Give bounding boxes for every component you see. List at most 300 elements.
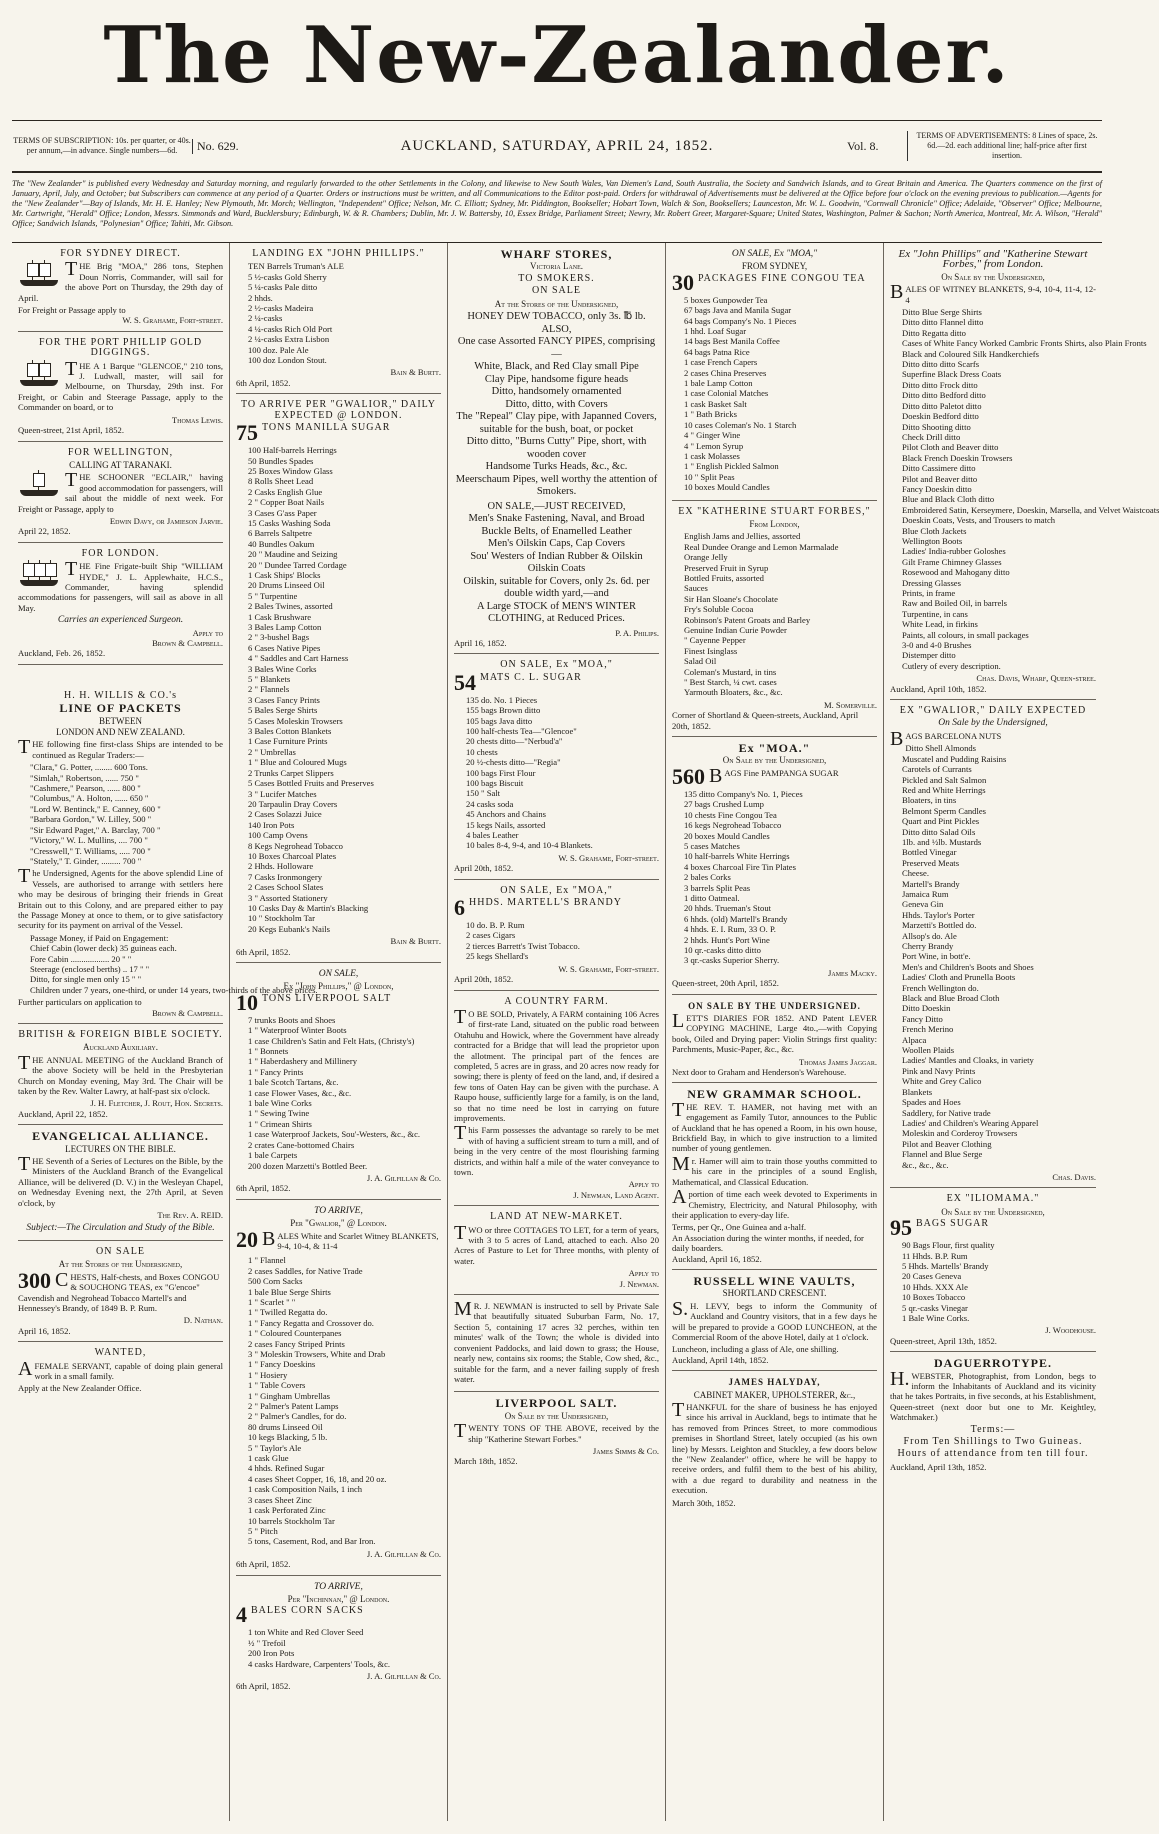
list-item: TEN Barrels Truman's ALE (248, 261, 344, 272)
ad-lead: BALES CORN SACKS (251, 1605, 364, 1617)
list-item: 20 Tarpaulin Dray Covers (248, 798, 338, 809)
list-item: Orange Jelly (684, 552, 728, 563)
list-item: 10 chests Fine Congou Tea (684, 809, 777, 820)
list-item: Jamaica Rum (902, 888, 949, 899)
ad-lead: TONS LIVERPOOL SALT (262, 992, 392, 1004)
list-item: Pilot and Beaver ditto (902, 473, 978, 484)
list-item: 1 " Coloured Counterpanes (248, 1328, 342, 1339)
list-item: Ditto, for single men only 15 " " (30, 974, 142, 985)
ad-london-goods (890, 243, 1159, 700)
list-item: 10 Casks Day & Martin's Blacking (248, 902, 369, 913)
ad-heading: FOR THE PORT PHILLIP GOLD DIGGINGS. (38, 336, 203, 359)
list-item: Sou' Westers of Indian Rubber & Oilskin (470, 550, 643, 562)
ad-subheading: On Sale by the Undersigned, (941, 271, 1045, 282)
list-item: Belmont Sperm Candles (902, 805, 987, 816)
list-item: Black French Doeskin Trowsers (902, 452, 1013, 463)
column-4 (666, 243, 884, 1821)
list-item: 100 bags Biscuit (466, 778, 524, 788)
ad-apply: Apply at the New Zealander Office. (18, 1383, 142, 1394)
list-item: 10 kegs Blacking, 5 lb. (248, 1432, 328, 1443)
ad-signature: Thomas James Jaggar. (798, 1056, 877, 1067)
list-item: Check Drill ditto (902, 431, 961, 442)
ad-heading: Ex "MOA." (738, 741, 811, 756)
list-item: Port Wine, in bott'e. (902, 951, 971, 962)
list-item: 200 Iron Pots (248, 1648, 295, 1659)
list-item: Paints, all colours, in small packages (902, 629, 1029, 640)
list-item: 20 Cases Geneva (902, 1271, 962, 1282)
list-item: Rosewood and Mahogany ditto (902, 567, 1010, 578)
list-item: 4 ¼-casks Rich Old Port (248, 323, 333, 334)
ad-heading: TO ARRIVE PER "GWALIOR," DAILY EXPECTED @ LONDON. (240, 399, 437, 421)
ad-subject: Subject:—The Circulation and Study of the Bible. (26, 1222, 215, 1233)
list-item: Preserved Fruit in Syrup (684, 562, 769, 573)
item-list (236, 1255, 441, 1546)
ad-date: Queen-street, 21st April, 1852. (18, 425, 124, 436)
ad-next-door: Next door to Graham and Henderson's Warehouse. (672, 1067, 847, 1078)
ad-date: Auckland, Feb. 26, 1852. (18, 648, 106, 659)
list-item: 20 " Dundee Tarred Cordage (248, 559, 347, 570)
ad-new-market (454, 1206, 659, 1295)
list-item: 1 Cask Ships' Blocks (248, 569, 321, 580)
list-item: Oilskin Coats (527, 563, 586, 575)
list-item: Pilot and Beaver Clothing (902, 1138, 992, 1149)
list-item: English Jams and Jellies, assorted (684, 531, 801, 542)
ad-gwalior-goods (890, 700, 1096, 1188)
list-item: 2 " 3-bushel Bags (248, 632, 310, 643)
ad-signature: J. A. Gilfillan & Co. (366, 1548, 441, 1559)
ad-body-2: The Undersigned, Agents for the above splendid Line of Vessels, are authorised to arrange with settlers here who may be desirous of bringing their friends in Great Britain out to this Colony, and are prepared either to pay the Passage Money at once to them, or to give satisfactory security for its payment on arrival of the Vessel. (18, 865, 223, 931)
list-item: Raw and Boiled Oil, in barrels (902, 598, 1008, 609)
item-list-2 (454, 501, 659, 626)
ad-subheading: Per "Inchinnan," @ London. (287, 1593, 390, 1604)
ad-wine-vaults (672, 1270, 877, 1371)
list-item: Fancy Doeskin ditto (902, 483, 972, 494)
ad-moa-brandy (454, 880, 659, 991)
list-item: Ladies' India-rubber Goloshes (902, 546, 1006, 557)
ad-heading: ON SALE, (318, 969, 359, 979)
ad-date: Auckland, April 22, 1852. (18, 1108, 108, 1119)
list-item: 3 Cases Fancy Prints (248, 694, 320, 705)
list-item: 1 " Fancy Doeskins (248, 1359, 316, 1370)
list-item: Passage Money, if Paid on Engagement: (30, 932, 169, 943)
ad-heading: LAND AT NEW-MARKET. (490, 1211, 623, 1223)
list-item: 5 " Pitch (248, 1525, 278, 1536)
item-list (236, 445, 441, 934)
ad-apply: Apply to (192, 627, 223, 638)
list-item: Clay Pipe, handsome figure heads (484, 373, 629, 385)
list-item: 5 ½-casks Gold Sherry (248, 271, 327, 282)
ad-body-2: Mr. Hamer will aim to train those youths committed to his care in the principles of a sound English, Mathematical, and Classical Education. (672, 1152, 877, 1187)
list-item: " Cayenne Pepper (684, 635, 746, 646)
ship-icon (18, 361, 60, 389)
list-item: 135 ditto Company's No. 1, Pieces (684, 788, 803, 799)
list-item: Ladies' and Children's Wearing Apparel (902, 1117, 1039, 1128)
ad-body: THE A 1 Barque "GLENCOE," 210 tons, J. Ludwall, master, will sail for Melbourne, on Thursday, 29th inst. For Freight, or Cabin and Steerage Passage, apply to the Commander on board, or to (18, 357, 223, 413)
ad-signature: J. H. Fletcher, J. Rout, Hon. Secrets. (90, 1098, 223, 1109)
ad-further: Further particulars on application to (18, 997, 142, 1008)
list-item: 1 bale Lamp Cotton (684, 378, 753, 389)
ad-lead: BALES White and Scarlet Witney BLANKETS, 9-4, 10-4, & 11-4 (262, 1227, 439, 1251)
ad-date: 6th April, 1852. (236, 377, 291, 388)
list-item: Sauces (684, 583, 708, 594)
list-item: ALSO, (541, 323, 572, 335)
list-item: ON SALE,—JUST RECEIVED, (487, 500, 626, 512)
ad-daguerreotype (890, 1352, 1096, 1477)
ad-subheading: On Sale by the Undersigned, (941, 1206, 1045, 1217)
list-item: Pilot Cloth and Beaver ditto (902, 442, 999, 453)
list-item: Ditto Blue Serge Shirts (902, 307, 982, 318)
list-item: 2 Cases School Slates (248, 882, 324, 893)
list-item: 4 hhds. E. I. Rum, 33 O. P. (684, 924, 776, 935)
list-item: 1 " Twilled Regatta do. (248, 1307, 328, 1318)
ad-body: THE following fine first-class Ships are intended to be continued as Regular Traders:— (18, 736, 223, 760)
ad-subheading: CABINET MAKER, UPHOLSTERER, &c., (693, 1389, 856, 1400)
list-item: Cheese. (902, 868, 929, 879)
ad-body: TWO or three COTTAGES TO LET, for a term of years, with 3 to 5 acres of Land, attached to each. Also 20 Acres of Pasture to Let for Three months, with plenty of water. (454, 1221, 659, 1266)
columns (12, 243, 1159, 1821)
ad-quantity: 4 (236, 1602, 247, 1628)
list-item: 4 casks Hardware, Carpenters' Tools, &c. (248, 1658, 391, 1669)
list-item: 2 " Flannels (248, 684, 290, 695)
item-list (890, 1240, 1096, 1323)
ad-smokers: TO SMOKERS. (518, 272, 595, 284)
list-item: 10 qr.-casks ditto ditto (684, 944, 761, 955)
list-item: 1 " Flannel (248, 1255, 286, 1266)
ad-signature: J. A. Gilfillan & Co. (366, 1172, 441, 1183)
ad-date: 6th April, 1852. (236, 946, 291, 957)
list-item: 2 Bales Twines, assorted (248, 601, 333, 612)
ad-subheading: SHORTLAND CRESCENT. (722, 1288, 827, 1299)
list-item: 20 Kegs Eubank's Nails (248, 923, 330, 934)
ad-gwalior (236, 394, 441, 963)
ad-letts-diaries (672, 995, 877, 1084)
list-item: &c., &c., &c. (902, 1159, 949, 1170)
ad-lead: BAGS Fine PAMPANGA SUGAR (709, 764, 839, 787)
ad-apply: Apply to (628, 1179, 659, 1190)
list-item: Ladies' Mantles and Cloaks, in variety (902, 1055, 1034, 1066)
list-item: Woollen Plaids (902, 1045, 955, 1056)
list-item: French Merino (902, 1024, 954, 1035)
ad-katherine (672, 501, 877, 738)
list-item: Allsop's do. Ale (902, 930, 957, 941)
list-item: Martell's Brandy (902, 878, 960, 889)
list-item: 1 case Waterproof Jackets, Sou'-Westers, &c., &c. (248, 1129, 421, 1140)
list-item: 1 " Blue and Coloured Mugs (248, 757, 347, 768)
ad-signature: P. A. Philips. (615, 627, 659, 638)
list-item: 100 half-chests Tea—"Glencoe" (466, 725, 577, 736)
list-item: White, Black, and Red Clay small Pipe (474, 361, 639, 373)
list-item: Handsome Turks Heads, &c., &c. (485, 461, 628, 473)
list-item: 4 " Ginger Wine (684, 430, 741, 441)
list-item: 100 doz London Stout. (248, 355, 327, 366)
list-item: 5 " Taylor's Ale (248, 1442, 302, 1453)
ad-subheading: FROM SYDNEY, (741, 261, 808, 272)
ad-heading: WANTED, (94, 1347, 147, 1359)
ad-body: CHESTS, Half-chests, and Boxes CONGOU & SOUCHONG TEAS, ex "G'encoe" Cavendish and Negrohead Tobacco Martell's and Hennessey's Brandy, of 1849 B. P. Rum. (18, 1268, 220, 1313)
ad-signature: J. A. Gilfillan & Co. (366, 1670, 441, 1681)
ad-date: March 18th, 1852. (454, 1456, 518, 1467)
list-item: 5 Hhds. Martells' Brandy (902, 1260, 989, 1271)
list-item: "Sir Edward Paget," A. Barclay, 700 " (30, 824, 161, 835)
list-item: 10 do. B. P. Rum (466, 920, 525, 931)
list-item: Ditto Cassimere ditto (902, 463, 976, 474)
list-item: The "Repeal" Clay pipe, with Japanned Covers, suitable for the bush, boat, or pocket (456, 411, 657, 435)
list-item: Preserved Meats (902, 857, 960, 868)
list-item: 10 Hhds. XXX Ale (902, 1281, 968, 1292)
list-item: 5 boxes Gunpowder Tea (684, 294, 768, 305)
list-item: 5 cases Matches (684, 840, 740, 851)
ad-signature: Chas. Davis, Wharf, Queen-stree. (976, 673, 1096, 684)
ad-subheading: Per "Gwalior," @ London. (290, 1218, 387, 1229)
ad-signature: Bain & Burtt. (390, 936, 441, 947)
list-item: 1 bale Wine Corks (248, 1098, 312, 1109)
list-item: 6 hhds. (old) Martell's Brandy (684, 913, 788, 924)
ad-wellington (18, 442, 223, 543)
list-item: 3 " Lucifer Matches (248, 788, 317, 799)
ad-subheading-2: BETWEEN (99, 715, 142, 726)
list-item: French Wellington do. (902, 982, 979, 993)
list-item: 2 ¼-casks Extra Lisbon (248, 334, 330, 345)
ad-quantity: 6 (454, 895, 465, 921)
ad-moa-pampanga (672, 737, 877, 995)
ad-date: Auckland, April 13th, 1852. (890, 1461, 987, 1472)
item-list (454, 311, 659, 499)
list-item: 4 cases Sheet Copper, 16, 18, and 20 oz. (248, 1473, 387, 1484)
dateline (12, 121, 1102, 173)
ad-subheading: Victoria Lane. (529, 261, 584, 272)
list-item: "Victory," W. L. Mullins, .... 700 " (30, 835, 148, 846)
list-item: "Stately," T. Ginder, ......... 700 " (30, 855, 142, 866)
list-item: Ditto Shell Almonds (905, 743, 977, 754)
item-list (672, 295, 877, 493)
list-item: Coleman's Mustard, in tins (684, 666, 777, 677)
list-item: 8 Kegs Negrohead Tobacco (248, 840, 343, 851)
list-item: Fore Cabin .................. 20 " " (30, 953, 132, 964)
ad-heading: EX "ILIOMAMA." (946, 1193, 1040, 1205)
ad-heading: A COUNTRY FARM. (504, 995, 609, 1007)
ad-subheading: On Sale by the Undersigned, (504, 1410, 609, 1421)
ad-heading: Ex "John Phillips" and "Katherine Stewart Forbes," from London. (898, 248, 1088, 271)
list-item: 1 " Gingham Umbrellas (248, 1390, 331, 1401)
list-item: 1 " Haberdashery and Millinery (248, 1056, 357, 1067)
list-item: Sir Han Sloane's Chocolate (684, 593, 778, 604)
ad-date: Auckland, April 10th, 1852. (890, 683, 987, 694)
ship-icon (18, 471, 60, 499)
ad-heading: JAMES HALYDAY, (728, 1377, 821, 1388)
list-item: Black and Blue Broad Cloth (902, 993, 1000, 1004)
ad-body: MR. J. NEWMAN is instructed to sell by Private Sale that beautifully situated Suburban Farm, No. 17, Section 5, containing 17 acres 32 perches, within ten minutes' walk of the Town; the whole is divided into convenient Paddocks, and laid down to grass; the House, nearly new, contains six rooms; the Stable, Cow shed, &c., suitable for the farm, and a never failing supply of fresh water. (454, 1298, 659, 1384)
ad-signature: Chas. Davis. (1052, 1171, 1096, 1182)
list-item: 6 Cases Native Pipes (248, 642, 321, 653)
ad-date: April 16, 1852. (454, 637, 507, 648)
ad-heading: ON SALE, Ex "MOA," (731, 249, 818, 259)
list-item: 1 " Bath Bricks (684, 409, 737, 420)
ad-body: THE ANNUAL MEETING of the Auckland Branch of the above Society will be held in the Presbyterian Church on Monday evening, May 3rd. The Chair will be taken by the Rev. Walter Lawry, at half-past six o'clock. (18, 1051, 223, 1097)
list-item: Bottled Fruits, assorted (684, 572, 764, 583)
list-item: 27 bags Crushed Lump (684, 799, 764, 810)
ad-note: Carries an experienced Surgeon. (57, 615, 184, 626)
ad-signature: James Simms & Co. (592, 1445, 659, 1456)
list-item: 3-0 and 4-0 Brushes (902, 640, 972, 651)
column-3 (448, 243, 666, 1821)
list-item: 25 Boxes Window Glass (248, 465, 333, 476)
list-item: 5 Cases Bottled Fruits and Preserves (248, 778, 374, 789)
list-item: Gilt Frame Chimney Glasses (902, 556, 1002, 567)
ad-quantity: 300 (18, 1267, 51, 1293)
list-item: 2 cases Fancy Striped Prints (248, 1338, 345, 1349)
list-item: Salad Oil (684, 656, 717, 667)
list-item: 1 " Waterproof Winter Boots (248, 1025, 347, 1036)
ad-sydney (18, 243, 223, 332)
ad-body: AFEMALE SERVANT, capable of doing plain general work in a small family. (18, 1357, 223, 1381)
item-list (890, 743, 1096, 1170)
ad-wharf-stores (454, 243, 659, 654)
ad-freight: For Freight or Passage apply to (18, 305, 126, 316)
list-item: Saddlery, for Native trade (902, 1107, 991, 1118)
list-item: 2 cases Cigars (466, 930, 516, 941)
list-item: 1 " Sewing Twine (248, 1108, 310, 1119)
ad-body-2: Luncheon, including a glass of Ale, one shilling. (672, 1344, 839, 1355)
item-list (672, 531, 877, 698)
list-item: Black and Coloured Silk Handkerchiefs (902, 348, 1039, 359)
list-item: 6 Barrels Saltpetre (248, 528, 312, 539)
list-item: 1 Case Furniture Prints (248, 736, 328, 747)
list-item: 5 " Turpentine (248, 590, 298, 601)
list-item: 10 half-barrels White Herrings (684, 851, 790, 862)
ship-icon (18, 261, 60, 289)
ad-heading: FOR WELLINGTON, (67, 446, 174, 458)
list-item: 64 bags Patna Rice (684, 346, 750, 357)
ad-heading: DAGUERROTYPE. (933, 1356, 1052, 1371)
ad-terms: Terms:— (970, 1423, 1016, 1435)
ad-heading: NEW GRAMMAR SCHOOL. (687, 1087, 862, 1102)
list-item: 1 case Flower Vases, &c., &c. (248, 1087, 352, 1098)
ad-country-farm (454, 991, 659, 1207)
list-item: 1 " Fancy Prints (248, 1066, 304, 1077)
list-item: 5 " Blankets (248, 674, 291, 685)
list-item: 4 boxes Charcoal Fire Tin Plates (684, 861, 796, 872)
item-list (236, 1627, 441, 1669)
ad-lead: BALES OF WITNEY BLANKETS, 9-4, 10-4, 11-4, 12-4 (890, 281, 1096, 305)
ad-date: 6th April, 1852. (236, 1559, 291, 1570)
list-item: Ladies' Cloth and Prunella Boots (902, 972, 1016, 983)
list-item: Men's Oilskin Caps, Cap Covers (488, 538, 625, 550)
list-item: "Barbara Gordon," W. Lilley, 500 " (30, 814, 152, 825)
ad-heading: TO ARRIVE, (314, 1205, 363, 1216)
list-item: 1 case Colonial Matches (684, 388, 769, 399)
list-item: 2 hhds. (248, 292, 273, 303)
ad-date: Queen-street, April 13th, 1852. (890, 1335, 997, 1346)
list-item: 1 hhd. Loaf Sugar (684, 326, 747, 337)
ad-moa-sugar (454, 654, 659, 879)
list-item: 1lb. and ½lb. Mustards (902, 836, 982, 847)
list-item: 2 Hhds. Holloware (248, 861, 314, 872)
list-item: Ditto Shooting ditto (902, 421, 971, 432)
newspaper-title: The New-Zealander. (103, 10, 1011, 101)
ad-lead: TONS MANILLA SUGAR (262, 422, 391, 434)
ad-subheading: On Sale by the Undersigned, (938, 718, 1048, 729)
ad-date: 6th April, 1852. (236, 1183, 291, 1194)
list-item: Ditto ditto Bedford ditto (902, 390, 986, 401)
list-item: 4 " Lemon Syrup (684, 440, 744, 451)
ad-liverpool-salt (236, 963, 441, 1200)
ad-subheading: LINE OF PACKETS (59, 701, 182, 716)
ad-heading: WHARF STORES, (500, 247, 613, 261)
ad-quantity: 95 (890, 1215, 912, 1241)
ad-heading: TO ARRIVE, (314, 1581, 363, 1592)
list-item: 90 Bags Flour, first quality (902, 1240, 995, 1251)
list-item: Bottled Vinegar (902, 847, 957, 858)
list-item: 1 " Crimean Shirts (248, 1118, 312, 1129)
list-item: 2 " Palmer's Patent Lamps (248, 1401, 339, 1412)
list-item: 3 Bales Lamp Cotton (248, 622, 322, 632)
ship-list (18, 762, 223, 866)
ad-signature: W. S. Grahame, Fort-street. (558, 852, 659, 863)
ad-signature: The Rev. A. REID. (157, 1210, 223, 1221)
ad-date: April 20th, 1852. (454, 974, 514, 985)
ad-signature: Edwin Davy, or Jamieson Jarvie. (109, 515, 223, 526)
ad-body: LETT'S DIARIES FOR 1852. AND Patent LEVER COPYING MACHINE, Large 4to.,—with Copying book, Oiled and Drying paper: Violin Strings first quality: Parchments, Music-Paper, &c., &c. (672, 1010, 877, 1055)
ad-onsale: ON SALE (532, 285, 581, 297)
list-item: 100 Camp Ovens (248, 830, 308, 841)
list-item: Dressing Glasses (902, 577, 961, 588)
ad-heading: EX "KATHERINE STUART FORBES," (678, 505, 871, 517)
list-item: 40 Bundles Oakum (248, 538, 315, 549)
ad-bible-society (18, 1024, 223, 1125)
ad-lead: HHDS. MARTELL'S BRANDY (469, 897, 622, 909)
list-item: Doeskin Bedford ditto (902, 411, 979, 422)
list-item: 10 " Stockholm Tar (248, 913, 315, 924)
list-item: 1 " Fancy Regatta and Crossover do. (248, 1317, 374, 1328)
list-item: Spades and Hoes (902, 1097, 961, 1108)
list-item: Robinson's Patent Groats and Barley (684, 614, 811, 625)
list-item: Chief Cabin (lower deck) 35 guineas each. (30, 943, 177, 954)
list-item: 2 " Copper Boat Nails (248, 497, 325, 508)
item-list (672, 789, 877, 966)
list-item: 1 " English Pickled Salmon (684, 461, 779, 472)
list-item: 2 cases Saddles, for Native Trade (248, 1265, 363, 1276)
list-item: 1 ton White and Red Clover Seed (248, 1627, 364, 1638)
ad-iliomama (890, 1188, 1096, 1352)
list-item: 1 bale Blue Serge Shirts (248, 1286, 331, 1297)
ad-heading: ON SALE BY THE UNDERSIGNED. (688, 1000, 861, 1011)
list-item: 10 Boxes Tobacco (902, 1292, 966, 1303)
list-item: 16 kegs Negrohead Tobacco (684, 820, 782, 831)
ad-signature: Bain & Burtt. (390, 367, 441, 378)
list-item: Men's and Children's Boots and Shoes (902, 961, 1034, 972)
list-item: 100 doz. Pale Ale (248, 344, 309, 355)
ad-heading: LIVERPOOL SALT. (495, 1396, 618, 1411)
list-item: 3 " Moleskin Trowsers, White and Drab (248, 1349, 386, 1359)
ad-quantity: 75 (236, 420, 258, 446)
publication-notice: The "New Zealander" is published every Wednesday and Saturday morning, and regularly forwarded to the other Settlements in the Colony, and likewise to New South Wales, Van Diemen's Land, South Australia, the Society and Sandwich Islands, and to Great Britain and America. The Quarters commence on the first of January, April, July, and October; but Subscribers can commence at any period of a Quarter. Orders or instructions must be written, and all Communications to the Editor post-paid. Orders for withdrawal of Advertisements must be delivered at the Office before four o'clock on the evening previous to publication.—Agents for the "New Zealander"—Bay of Islands, Mr. H. E. Hanley; New Plymouth, Mr. Morch; Wellington, "Independent" Office; Nelson, Mr. C. Elliott; Sydney, Mr. Piddington, Bookseller; Hobart Town, Walch & Son, Booksellers; Launceston, Mr. W. L. Goodwin, "Cornwall Chronicle" Office; Adelaide, "Observer" Office; Melbourne, Mr. Cartwright, "Herald" Office; London, Messrs. Simmonds and Ward, Bucklersbury; Edinburgh, W. & R. Chambers; Dublin, Mr. J. W. Battersby, 10, Essex Bridge, Parliament Street; Newry, Mr. Robert Greer, Margaret-Square; United States, Washington, Palmer & Sachon; North America, Montreal, Mr. A. Wilson, "Herald" Office; Sandwich Islands, "Polynesian" Office; Tahiti, Mr. Gibson. (12, 173, 1102, 243)
list-item: Ditto ditto, "Burns Cutty" Pipe, short, with wooden cover (466, 436, 647, 460)
list-item: 67 bags Java and Manila Sugar (684, 305, 792, 316)
ad-port-phillip (18, 332, 223, 442)
ad-body: THE Seventh of a Series of Lectures on the Bible, by the Ministers of the Auckland Branch of the Evangelical Alliance, will be delivered (D. V.) in the Wesleyan Chapel, on Wednesday Evening next, the 27th April, at Seven o'clock, by (18, 1153, 223, 1208)
list-item: 45 Anchors and Chains (466, 809, 546, 820)
list-item: Yarmouth Bloaters, &c., &c. (684, 687, 783, 698)
list-item: 7 trunks Boots and Shoes (248, 1014, 336, 1025)
list-item: 150 " Salt (466, 788, 501, 799)
list-item: Blue and Black Cloth ditto (902, 494, 995, 505)
list-item: 1 cask Basket Salt (684, 398, 747, 409)
ad-signature: J. Newman, Land Agent. (573, 1189, 659, 1200)
list-item: "Lord W. Bentinck," E. Canney, 600 " (30, 803, 161, 814)
list-item: 1 " Bonnets (248, 1046, 289, 1057)
list-item: 5 tons, Casement, Rod, and Bar Iron. (248, 1536, 376, 1547)
list-item: 20 boxes Mould Candles (684, 830, 770, 841)
